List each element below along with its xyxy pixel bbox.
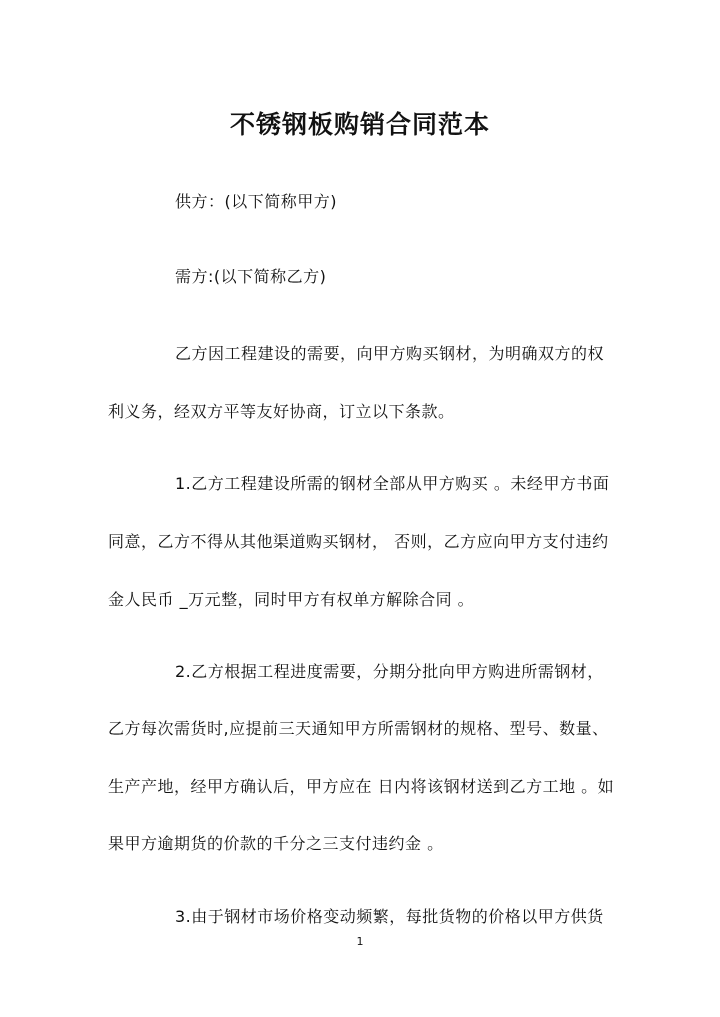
intro-line-2: 利义务，经双方平等友好协商，订立以下条款。: [108, 402, 455, 421]
buyer-line: 需方:(以下简称乙方): [175, 267, 327, 286]
document-title: 不锈钢板购销合同范本: [229, 110, 490, 139]
page-number: 1: [356, 935, 364, 948]
clause1-line-3: 金人民币 _万元整，同时甲方有权单方解除合同 。: [108, 590, 475, 609]
clause3-line-1: 3.由于钢材市场价格变动频繁，每批货物的价格以甲方供货: [175, 907, 604, 926]
clause2-line-1: 2.乙方根据工程进度需要，分期分批向甲方购进所需钢材，: [175, 662, 604, 681]
clause2-line-3: 生产产地，经甲方确认后，甲方应在 日内将该钢材送到乙方工地 。如: [108, 777, 615, 796]
clause1-line-2: 同意，乙方不得从其他渠道购买钢材， 否则，乙方应向甲方支付违约: [108, 532, 609, 551]
supplier-line: 供方：(以下简称甲方): [175, 192, 337, 211]
clause1-line-1: 1.乙方工程建设所需的钢材全部从甲方购买 。未经甲方书面: [175, 474, 610, 493]
clause2-line-2: 乙方每次需货时,应提前三天通知甲方所需钢材的规格、型号、数量、: [108, 719, 609, 738]
intro-line-1: 乙方因工程建设的需要，向甲方购买钢材，为明确双方的权: [175, 344, 605, 363]
clause2-line-4: 果甲方逾期货的价款的千分之三支付违约金 。: [108, 834, 444, 853]
